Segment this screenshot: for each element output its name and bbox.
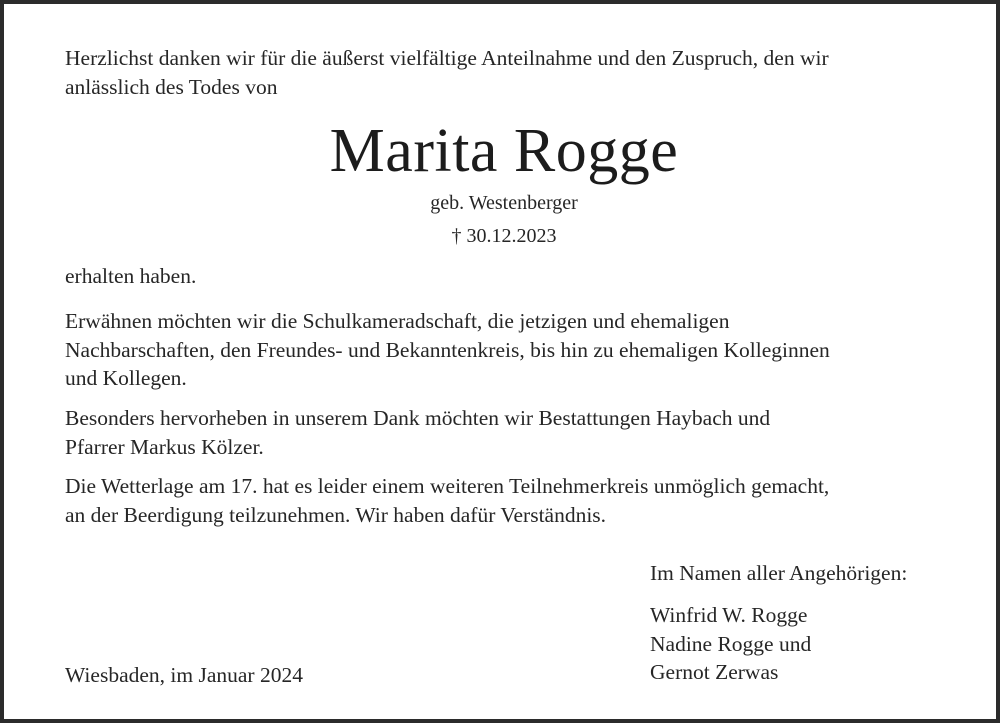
deceased-name: Marita Rogge: [329, 117, 679, 185]
paragraph-line: an der Beerdigung teilzunehmen. Wir haben dafür Verständnis.: [65, 502, 607, 527]
paragraph-line: Nachbarschaften, den Freundes- und Bekanntenkreis, bis hin zu ehemaligen Kolleginnen: [65, 337, 830, 362]
paragraph-line: und Kollegen.: [65, 366, 187, 390]
cross-icon: †: [451, 225, 462, 247]
paragraph-line: Die Wetterlage am 17. hat es leider einem weiteren Teilnehmerkreis unmöglich gemacht,: [65, 474, 830, 498]
signer-name: Gernot Zerwas: [650, 660, 779, 684]
signer-name: Nadine Rogge und: [650, 631, 812, 656]
paragraph-special-thanks: [65, 404, 770, 461]
maiden-name: geb. Westenberger: [430, 192, 578, 214]
intro-line: anlässlich des Todes von: [65, 74, 278, 99]
closing-text: Im Namen aller Angehörigen:: [650, 561, 908, 585]
signer-name: Winfrid W. Rogge: [650, 603, 808, 627]
place-date: Wiesbaden, im Januar 2024: [65, 663, 303, 687]
signers-list: [650, 601, 811, 687]
death-date: 30.12.2023: [466, 225, 557, 247]
intro-line: Herzlichst danken wir für die äußerst vielfältige Anteilnahme und den Zuspruch, den wir: [65, 46, 829, 70]
intro-text: [65, 44, 829, 101]
paragraph-weather: [65, 472, 829, 529]
paragraph-line: Pfarrer Markus Kölzer.: [65, 434, 264, 459]
paragraph-line: Besonders hervorheben in unserem Dank möchten wir Bestattungen Haybach und: [65, 406, 771, 430]
received-text: erhalten haben.: [65, 264, 197, 288]
death-date-line: [4, 223, 1000, 249]
paragraph-line: Erwähnen möchten wir die Schulkameradschaft, die jetzigen und ehemaligen: [65, 309, 730, 333]
paragraph-mentions: [65, 307, 830, 393]
